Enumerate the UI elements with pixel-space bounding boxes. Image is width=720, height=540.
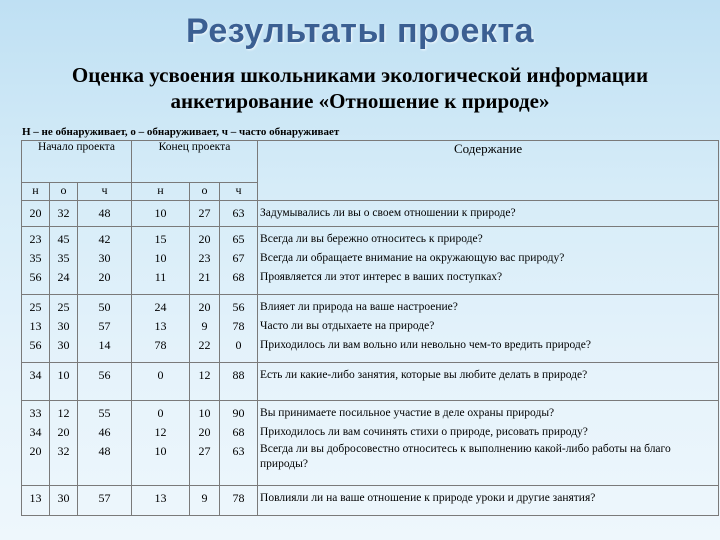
- legend: Н – не обнаруживает, о – обнаруживает, ч – часто обнаруживает: [22, 126, 340, 138]
- value: 32: [57, 206, 70, 220]
- subtitle-line-2: анкетирование «Отношение к природе»: [170, 89, 550, 113]
- cell-end-o: [190, 363, 220, 401]
- cell-end-o: [190, 295, 220, 363]
- cell-start-o: [50, 401, 78, 486]
- value: 56: [98, 368, 111, 382]
- value: 21: [198, 270, 211, 284]
- value: 20: [198, 300, 211, 314]
- cell-end-o: [190, 401, 220, 486]
- value: 25: [29, 300, 42, 314]
- header-project-end: Конец проекта: [132, 141, 258, 183]
- value: 88: [232, 368, 245, 382]
- cell-question: [258, 227, 719, 295]
- question-text: Вы принимаете посильное участие в деле охраны природы?: [260, 407, 555, 419]
- value: 34: [29, 425, 42, 439]
- cell-end-o: [190, 486, 220, 516]
- value: 68: [232, 425, 245, 439]
- question-text: Приходилось ли вам вольно или невольно чем-то вредить природе?: [260, 339, 591, 351]
- table-row: [22, 295, 719, 363]
- question-text: Проявляется ли этот интерес в ваших поступках?: [260, 271, 503, 283]
- question-text: Приходилось ли вам сочинять стихи о природе, рисовать природу?: [260, 426, 588, 438]
- value: 12: [154, 425, 167, 439]
- value: 20: [29, 206, 42, 220]
- table-row: [22, 401, 719, 486]
- value: 50: [98, 300, 111, 314]
- value: 67: [232, 251, 245, 265]
- cell-start-o: [50, 363, 78, 401]
- cell-start-ch: [78, 363, 132, 401]
- slide-subtitle: [0, 62, 720, 114]
- value: 13: [29, 491, 42, 505]
- cell-end-n: [132, 363, 190, 401]
- table-row: [22, 227, 719, 295]
- value: 45: [57, 232, 70, 246]
- cell-question: [258, 401, 719, 486]
- cell-start-n: [22, 227, 50, 295]
- value: 24: [57, 270, 70, 284]
- slide-title: Результаты проекта: [185, 12, 535, 50]
- value: 23: [198, 251, 211, 265]
- value: 35: [29, 251, 42, 265]
- table-row: [22, 363, 719, 401]
- cell-start-ch: [78, 401, 132, 486]
- header-content: Содержание: [258, 141, 719, 201]
- results-table: [21, 140, 719, 516]
- cell-end-n: [132, 295, 190, 363]
- cell-start-n: [22, 363, 50, 401]
- value: 15: [154, 232, 167, 246]
- cell-end-n: [132, 227, 190, 295]
- value: 78: [232, 319, 245, 333]
- value: 55: [98, 406, 111, 420]
- value: 68: [232, 270, 245, 284]
- cell-start-n: [22, 486, 50, 516]
- cell-start-o: [50, 486, 78, 516]
- value: 10: [154, 251, 167, 265]
- value: 0: [157, 406, 164, 420]
- table-row: [22, 486, 719, 516]
- value: 9: [201, 319, 208, 333]
- cell-start-ch: [78, 486, 132, 516]
- value: 30: [57, 491, 70, 505]
- value: 30: [57, 338, 70, 352]
- value: 10: [198, 406, 211, 420]
- cell-end-n: [132, 201, 190, 227]
- value: 90: [232, 406, 245, 420]
- cell-question: [258, 201, 719, 227]
- cell-question: [258, 486, 719, 516]
- value: 27: [198, 206, 211, 220]
- cell-end-n: [132, 486, 190, 516]
- value: 63: [232, 444, 245, 458]
- question-text: Повлияли ли на ваше отношение к природе уроки и другие занятия?: [260, 492, 596, 504]
- header-start-n: н: [22, 183, 50, 201]
- value: 46: [98, 425, 111, 439]
- value: 27: [198, 444, 211, 458]
- value: 13: [29, 319, 42, 333]
- value: 30: [57, 319, 70, 333]
- subtitle-line-1: Оценка усвоения школьниками экологической информации: [71, 63, 649, 87]
- value: 10: [57, 368, 70, 382]
- value: 10: [154, 206, 167, 220]
- cell-question: [258, 295, 719, 363]
- value: 23: [29, 232, 42, 246]
- value: 56: [29, 338, 42, 352]
- value: 0: [235, 338, 242, 352]
- value: 30: [98, 251, 111, 265]
- cell-end-ch: [220, 295, 258, 363]
- cell-end-ch: [220, 486, 258, 516]
- value: 12: [198, 368, 211, 382]
- value: 48: [98, 444, 111, 458]
- value: 0: [157, 368, 164, 382]
- value: 57: [98, 319, 111, 333]
- header-end-ch: ч: [220, 183, 258, 201]
- cell-start-ch: [78, 227, 132, 295]
- question-text: Всегда ли вы добросовестно относитесь к выполнению какой-либо работы на благо природы?: [260, 443, 671, 470]
- value: 13: [154, 491, 167, 505]
- cell-start-n: [22, 201, 50, 227]
- cell-question: [258, 363, 719, 401]
- question-text: Задумывались ли вы о своем отношении к природе?: [260, 207, 516, 219]
- value: 20: [98, 270, 111, 284]
- cell-end-ch: [220, 363, 258, 401]
- value: 13: [154, 319, 167, 333]
- cell-start-o: [50, 227, 78, 295]
- cell-end-o: [190, 201, 220, 227]
- table-row: [22, 201, 719, 227]
- cell-start-o: [50, 295, 78, 363]
- value: 35: [57, 251, 70, 265]
- value: 25: [57, 300, 70, 314]
- cell-start-n: [22, 295, 50, 363]
- value: 48: [98, 206, 111, 220]
- header-project-start: Начало проекта: [22, 141, 132, 183]
- value: 65: [232, 232, 245, 246]
- header-start-ch: ч: [78, 183, 132, 201]
- cell-end-ch: [220, 227, 258, 295]
- value: 78: [232, 491, 245, 505]
- value: 42: [98, 232, 111, 246]
- value: 32: [57, 444, 70, 458]
- value: 56: [29, 270, 42, 284]
- cell-start-ch: [78, 201, 132, 227]
- value: 33: [29, 406, 42, 420]
- cell-start-ch: [78, 295, 132, 363]
- cell-end-ch: [220, 201, 258, 227]
- value: 14: [98, 338, 111, 352]
- value: 57: [98, 491, 111, 505]
- cell-start-n: [22, 401, 50, 486]
- value: 20: [29, 444, 42, 458]
- cell-end-o: [190, 227, 220, 295]
- question-text: Есть ли какие-либо занятия, которые вы любите делать в природе?: [260, 369, 588, 381]
- cell-start-o: [50, 201, 78, 227]
- question-text: Всегда ли обращаете внимание на окружающую вас природу?: [260, 252, 565, 264]
- header-end-n: н: [132, 183, 190, 201]
- value: 22: [198, 338, 211, 352]
- value: 56: [232, 300, 245, 314]
- value: 10: [154, 444, 167, 458]
- value: 11: [154, 270, 167, 284]
- cell-end-n: [132, 401, 190, 486]
- header-start-o: о: [50, 183, 78, 201]
- value: 34: [29, 368, 42, 382]
- value: 20: [57, 425, 70, 439]
- value: 78: [154, 338, 167, 352]
- question-text: Часто ли вы отдыхаете на природе?: [260, 320, 435, 332]
- value: 12: [57, 406, 70, 420]
- cell-end-ch: [220, 401, 258, 486]
- value: 20: [198, 425, 211, 439]
- question-text: Всегда ли вы бережно относитесь к природе?: [260, 233, 483, 245]
- question-text: Влияет ли природа на ваше настроение?: [260, 301, 458, 313]
- value: 9: [201, 491, 208, 505]
- header-end-o: о: [190, 183, 220, 201]
- value: 24: [154, 300, 167, 314]
- value: 20: [198, 232, 211, 246]
- value: 63: [232, 206, 245, 220]
